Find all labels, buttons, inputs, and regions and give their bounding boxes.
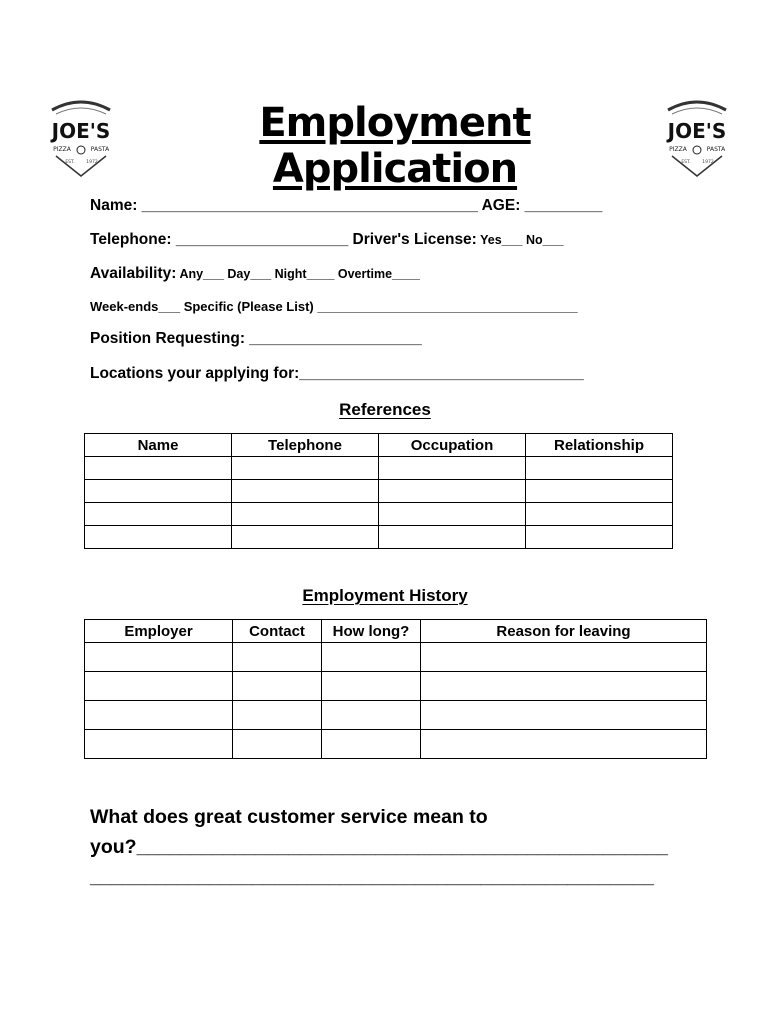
telephone-license-field[interactable] (90, 231, 564, 249)
svg-text:PASTA: PASTA (90, 146, 110, 153)
table-row (85, 503, 673, 526)
availability-options[interactable]: Any___ Day___ Night____ Overtime____ (176, 267, 420, 281)
table-cell[interactable] (232, 480, 379, 503)
table-cell[interactable] (421, 643, 707, 672)
table-cell[interactable] (233, 730, 322, 759)
table-cell[interactable] (379, 457, 526, 480)
svg-text:PIZZA: PIZZA (669, 146, 687, 153)
table-cell[interactable] (85, 503, 232, 526)
ref-col-occupation: Occupation (379, 434, 526, 457)
table-cell[interactable] (85, 480, 232, 503)
license-options[interactable]: Yes___ No___ (476, 233, 564, 247)
svg-text:1972: 1972 (702, 160, 714, 165)
name-age-field[interactable]: Name: _______________________________________ AGE: _________ (90, 197, 603, 214)
page-title: Employment Application (259, 100, 531, 192)
weekends-specific-field[interactable]: Week-ends___ Specific (Please List) ____________________________________ (90, 299, 578, 314)
table-row (85, 480, 673, 503)
svg-text:1972: 1972 (86, 160, 98, 165)
table-row (85, 701, 707, 730)
emp-col-contact: Contact (233, 620, 322, 643)
svg-text:EST.: EST. (65, 160, 75, 165)
table-cell[interactable] (85, 672, 233, 701)
question-line-2[interactable]: you?_________________________________________________ (90, 836, 668, 858)
table-cell[interactable] (526, 503, 673, 526)
table-row (85, 526, 673, 549)
svg-text:JOE'S: JOE'S (51, 119, 111, 143)
table-cell[interactable] (233, 672, 322, 701)
table-cell[interactable] (232, 526, 379, 549)
table-cell[interactable] (322, 730, 421, 759)
telephone-label: Telephone: ____________________ Driver's License: (90, 231, 477, 248)
table-cell[interactable] (379, 503, 526, 526)
joes-logo-right (658, 96, 736, 178)
table-cell[interactable] (232, 503, 379, 526)
references-heading: References (339, 400, 431, 419)
locations-field[interactable]: Locations your applying for:_________________________________ (90, 365, 584, 382)
availability-field[interactable] (90, 265, 420, 283)
availability-label: Availability: (90, 265, 177, 282)
table-cell[interactable] (421, 701, 707, 730)
emp-col-how-long: How long? (322, 620, 421, 643)
table-cell[interactable] (322, 672, 421, 701)
references-table (84, 433, 673, 549)
emp-col-employer: Employer (85, 620, 233, 643)
customer-service-question[interactable] (90, 802, 690, 892)
ref-col-name: Name (85, 434, 232, 457)
question-line-3[interactable]: ____________________________________________________ (90, 866, 654, 888)
table-cell[interactable] (85, 701, 233, 730)
ref-col-relationship: Relationship (526, 434, 673, 457)
table-row (85, 730, 707, 759)
emp-col-reason: Reason for leaving (421, 620, 707, 643)
svg-text:JOE'S: JOE'S (667, 119, 727, 143)
table-cell[interactable] (322, 643, 421, 672)
svg-text:PIZZA: PIZZA (53, 146, 71, 153)
table-row (85, 672, 707, 701)
employment-history-table (84, 619, 707, 759)
table-cell[interactable] (85, 643, 233, 672)
table-cell[interactable] (233, 701, 322, 730)
table-cell[interactable] (379, 526, 526, 549)
position-field[interactable]: Position Requesting: ____________________ (90, 330, 422, 347)
table-cell[interactable] (233, 643, 322, 672)
table-cell[interactable] (526, 457, 673, 480)
table-cell[interactable] (526, 526, 673, 549)
ref-col-telephone: Telephone (232, 434, 379, 457)
table-row (85, 457, 673, 480)
employment-history-heading: Employment History (302, 586, 468, 605)
question-line-1: What does great customer service mean to (90, 806, 488, 828)
table-cell[interactable] (421, 672, 707, 701)
table-cell[interactable] (85, 730, 233, 759)
table-cell[interactable] (379, 480, 526, 503)
table-cell[interactable] (85, 526, 232, 549)
table-cell[interactable] (232, 457, 379, 480)
joes-logo-left (42, 96, 120, 178)
table-cell[interactable] (526, 480, 673, 503)
svg-text:PASTA: PASTA (706, 146, 726, 153)
svg-text:EST.: EST. (681, 160, 691, 165)
table-cell[interactable] (85, 457, 232, 480)
table-cell[interactable] (421, 730, 707, 759)
table-cell[interactable] (322, 701, 421, 730)
table-row (85, 643, 707, 672)
